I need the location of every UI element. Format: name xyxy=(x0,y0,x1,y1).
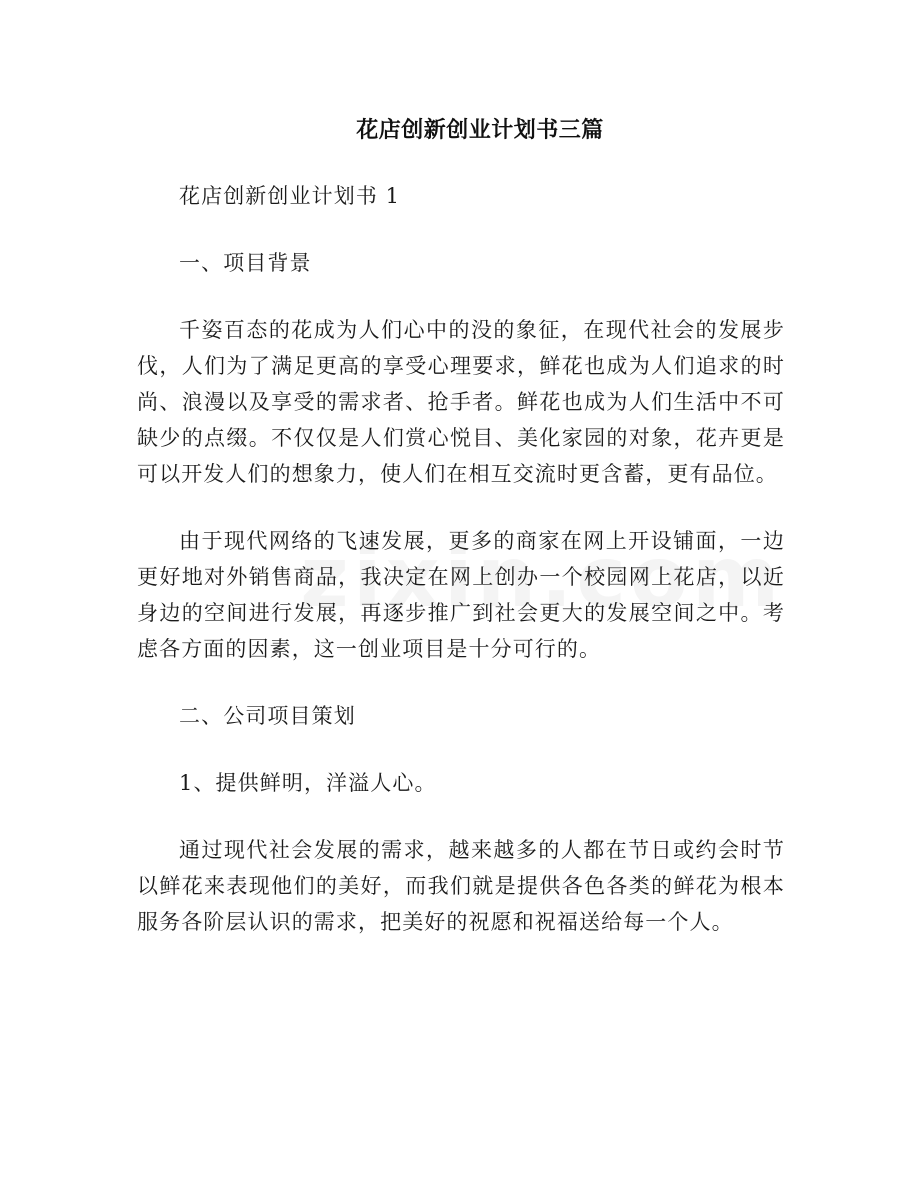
subsection-heading-1: 1、提供鲜明，洋溢人心。 xyxy=(179,771,437,795)
paragraph-flowers-symbol: 千姿百态的花成为人们心中的没的象征，在现代社会的发展步伐，人们为了满足更高的享受心理要求，鲜花也成为人们追求的时尚、浪漫以及享受的需求者、抢手者。鲜花也成为人们生活中不可缺少的点缀。不仅仅是人们赏心悦目、美化家园的对象，花卉更是可以开发人们的想象力，使人们在相互交流时更含蓄，更有品位。 xyxy=(137,318,785,486)
section-heading-background: 一、项目背景 xyxy=(179,251,312,275)
paragraph-social-demand: 通过现代社会发展的需求，越来越多的人都在节日或约会时节以鲜花来表现他们的美好，而我们就是提供各色各类的鲜花为根本服务各阶层认识的需求，把美好的祝愿和祝福送给每一个人。 xyxy=(137,838,785,934)
document-title: 花店创新创业计划书三篇 xyxy=(356,118,604,143)
plan-subtitle: 花店创新创业计划书 1 xyxy=(179,184,401,208)
paragraph-online-shop: 由于现代网络的飞速发展，更多的商家在网上开设铺面，一边更好地对外销售商品，我决定在网上创办一个校园网上花店，以近身边的空间进行发展，再逐步推广到社会更大的发展空间之中。考虑各方面的因素，这一创业项目是十分可行的。 xyxy=(137,529,785,661)
section-heading-planning: 二、公司项目策划 xyxy=(179,704,356,728)
document-body xyxy=(137,178,785,971)
